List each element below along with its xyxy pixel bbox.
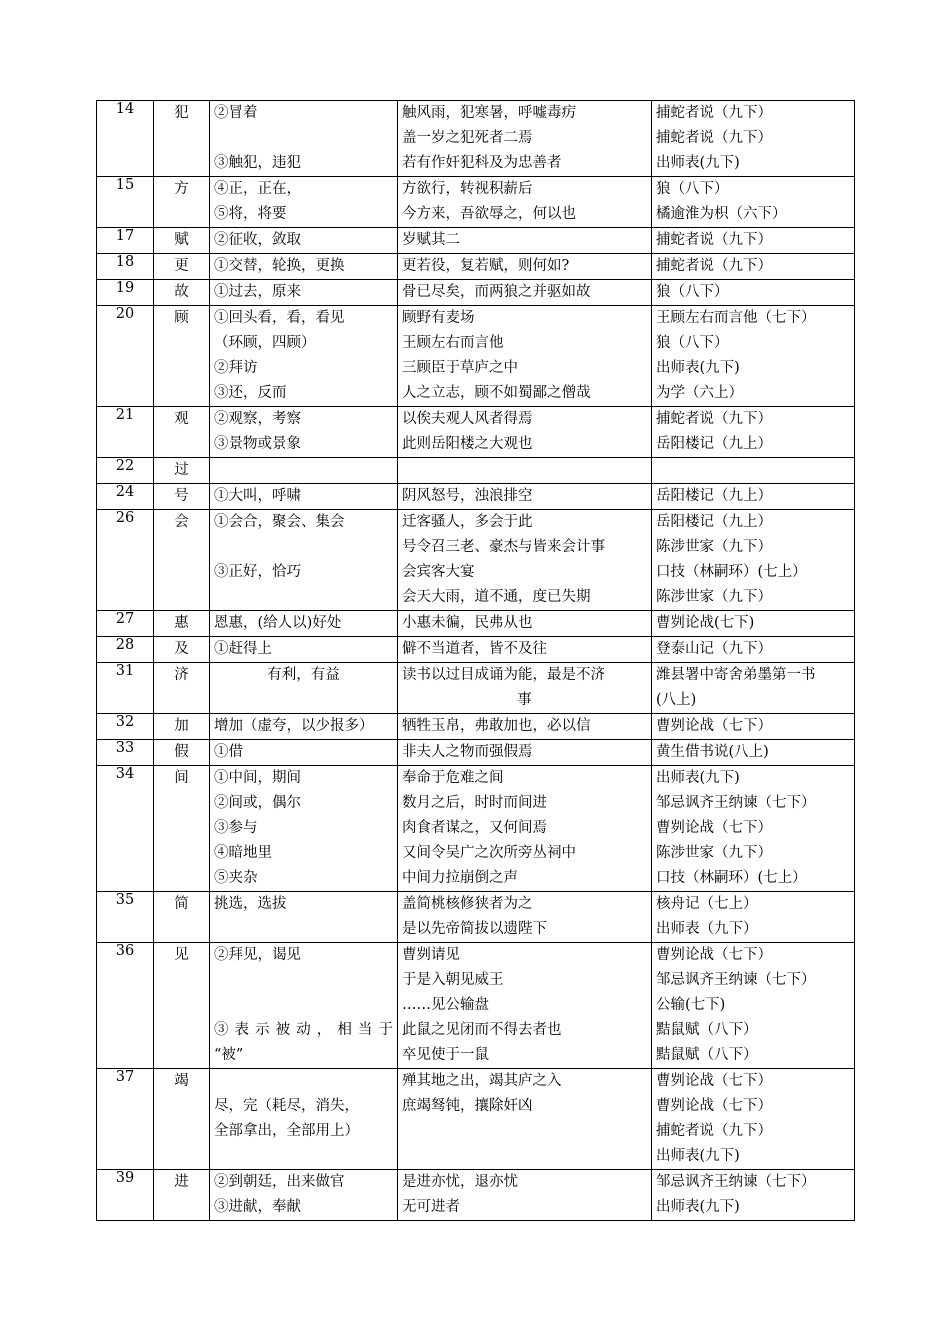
entry-number: 36 [97,943,154,1069]
examples-line: 奉命于危难之间 [402,770,504,786]
examples-line: 迁客骚人，多会于此 [402,514,533,530]
entry-character: 赋 [154,228,210,254]
meaning-cell [210,101,398,177]
example-cell [398,714,652,740]
table-row [97,943,855,1069]
table-row [97,458,855,484]
table-row [97,892,855,943]
sources-line: 核舟记（七上） [656,896,758,912]
entry-character: 间 [154,766,210,892]
entry-character: 过 [154,458,210,484]
sources-line: 捕蛇者说（九下） [656,258,772,274]
meanings-line [214,585,393,610]
meanings-line: 尽，完（耗尽，消失， [214,1098,359,1114]
sources-line: 捕蛇者说（九下） [656,232,772,248]
example-cell [398,407,652,458]
meaning-cell [210,943,398,1069]
sources-line: 为学（六上） [656,385,743,401]
examples-line: 人之立志，顾不如蜀鄙之僧哉 [402,385,591,401]
table-row [97,101,855,177]
meanings-line: ②拜访 [214,360,258,376]
meanings-line: ②冒着 [214,105,258,121]
sources-line: 邹忌讽齐王纳谏（七下） [656,972,816,988]
sources-line: 曹刿论战（七下） [656,1098,772,1114]
example-cell [398,740,652,766]
examples-line: 顾野有麦场 [402,310,475,326]
source-cell [652,254,855,280]
sources-line: 捕蛇者说（九下） [656,411,772,427]
source-cell [652,407,855,458]
sources-line: 邹忌讽齐王纳谏（七下） [656,795,816,811]
example-cell [398,177,652,228]
sources-line: 陈涉世家（九下） [656,539,772,555]
entry-number: 39 [97,1170,154,1221]
examples-line: 庶竭驽钝，攘除奸凶 [402,1098,533,1114]
meanings-line: ②到朝廷，出来做官 [214,1174,345,1190]
example-cell [398,228,652,254]
entry-character: 故 [154,280,210,306]
source-cell [652,714,855,740]
meanings-line: ⑤夹杂 [214,870,258,886]
meaning-cell [210,177,398,228]
table-row [97,228,855,254]
meanings-line: ③进献，奉献 [214,1199,301,1215]
sources-line: 捕蛇者说（九下） [656,1123,772,1139]
examples-line: 王顾左右而言他 [402,335,504,351]
sources-line: 陈涉世家（九下） [656,589,772,605]
source-cell [652,943,855,1069]
meaning-cell [210,740,398,766]
source-cell [652,484,855,510]
entry-number: 21 [97,407,154,458]
sources-line: 曹刿论战（七下） [656,820,772,836]
sources-line: 登泰山记（九下） [656,641,772,657]
meanings-line: ④暗地里 [214,845,272,861]
source-cell [652,1069,855,1170]
examples-line: 僻不当道者，皆不及往 [402,641,547,657]
examples-line: 骨已尽矣，而两狼之并驱如故 [402,284,591,300]
example-cell [398,637,652,663]
meanings-line [214,968,393,993]
meanings-line: ①回头看，看，看见 [214,310,345,326]
source-cell [652,637,855,663]
examples-line: 肉食者谋之，又何间焉 [402,820,547,836]
example-cell [398,101,652,177]
meanings-line: 增加（虚夸，以少报多） [214,718,374,734]
entry-number: 14 [97,101,154,177]
meanings-line: 全部拿出，全部用上） [214,1123,359,1139]
meanings-line [214,126,393,151]
examples-line: 非夫人之物而强假焉 [402,744,533,760]
entry-character: 及 [154,637,210,663]
meaning-cell [210,458,398,484]
sources-line: 口技（林嗣环）(七上） [656,564,807,580]
table-row [97,254,855,280]
table-row [97,637,855,663]
entry-number: 22 [97,458,154,484]
examples-line: 今方来，吾欲辱之，何以也 [402,206,576,222]
meanings-line: ①借 [214,744,243,760]
entry-number: 19 [97,280,154,306]
example-cell [398,766,652,892]
examples-line: 牺牲玉帛，弗敢加也，必以信 [402,718,591,734]
meaning-cell [210,484,398,510]
examples-line: 数月之后，时时而间进 [402,795,547,811]
sources-line: 橘逾淮为枳（六下） [656,206,787,222]
sources-line: 狼（八下） [656,181,729,197]
sources-line: 黄生借书说(八上) [656,744,769,760]
meanings-line: ①交替，轮换，更换 [214,258,345,274]
example-cell [398,1170,652,1221]
examples-line: 盖一岁之犯死者二焉 [402,130,533,146]
entry-character: 更 [154,254,210,280]
example-cell [398,510,652,611]
examples-line: 号令召三老、豪杰与皆来会计事 [402,539,605,555]
example-cell [398,280,652,306]
entry-character: 简 [154,892,210,943]
entry-number: 37 [97,1069,154,1170]
sources-line: 黠鼠赋（八下） [656,1047,758,1063]
meaning-cell [210,407,398,458]
meaning-cell [210,611,398,637]
meaning-cell [210,892,398,943]
meanings-line: ③景物或景象 [214,436,301,452]
table-row [97,766,855,892]
table-row [97,714,855,740]
meaning-cell [210,1170,398,1221]
examples-line: 此则岳阳楼之大观也 [402,436,533,452]
entry-character: 加 [154,714,210,740]
meanings-line: 挑选，选拔 [214,896,287,912]
sources-line: 出师表(九下) [656,1199,740,1215]
source-cell [652,510,855,611]
entry-number: 32 [97,714,154,740]
meanings-line: ①会合，聚会、集会 [214,514,345,530]
entry-number: 20 [97,306,154,407]
meanings-line: ①中间，期间 [214,770,301,786]
sources-line: 狼（八下） [656,284,729,300]
sources-line: 出师表（九下） [656,921,758,937]
sources-line [656,458,850,483]
meanings-line [214,535,393,560]
examples-line: 此鼠之见闭而不得去者也 [402,1022,562,1038]
meaning-cell [210,254,398,280]
meanings-line: ②征收，敛取 [214,232,301,248]
sources-line: 王顾左右而言他（七下） [656,310,816,326]
sources-line: 出师表(九下) [656,770,740,786]
examples-line: 方欲行，转视积薪后 [402,181,533,197]
source-cell [652,280,855,306]
sources-line: 出师表(九下) [656,360,740,376]
meaning-cell [210,280,398,306]
entry-number: 18 [97,254,154,280]
table-row [97,177,855,228]
sources-line: 曹刿论战（七下） [656,718,772,734]
entry-number: 26 [97,510,154,611]
entry-number: 24 [97,484,154,510]
meanings-line: （环顾，四顾） [214,335,316,351]
source-cell [652,663,855,714]
entry-character: 济 [154,663,210,714]
examples-line: 是以先帝简拔以遗陛下 [402,921,547,937]
examples-line: 是进亦忧，退亦忧 [402,1174,518,1190]
entry-number: 33 [97,740,154,766]
table-row [97,611,855,637]
examples-line: 事 [517,692,532,708]
entry-character: 顾 [154,306,210,407]
source-cell [652,177,855,228]
meaning-cell [210,663,398,714]
sources-line: 岳阳楼记（九上） [656,436,772,452]
meaning-cell [210,714,398,740]
examples-line: 殚其地之出，竭其庐之入 [402,1073,562,1089]
meaning-cell [210,766,398,892]
examples-line: 会宾客大宴 [402,564,475,580]
entry-number: 34 [97,766,154,892]
meanings-line: “被” [214,1047,244,1063]
meaning-cell [210,228,398,254]
source-cell [652,611,855,637]
example-cell [398,1069,652,1170]
examples-line: 会天大雨，道不通，度已失期 [402,589,591,605]
meanings-line: ⑤将，将要 [214,206,287,222]
table-row [97,280,855,306]
table-row [97,663,855,714]
sources-line: 捕蛇者说（九下） [656,105,772,121]
examples-line: ……见公输盘 [402,997,489,1013]
entry-character: 惠 [154,611,210,637]
examples-line [402,458,647,483]
entry-character: 竭 [154,1069,210,1170]
source-cell [652,228,855,254]
examples-line: 中间力拉崩倒之声 [402,870,518,886]
example-cell [398,458,652,484]
meanings-line: ③表示被动，相当于 [214,1022,393,1038]
meanings-line: ③正好，恰巧 [214,564,301,580]
source-cell [652,766,855,892]
entry-character: 犯 [154,101,210,177]
example-cell [398,484,652,510]
sources-line: 曹刿论战（七下） [656,947,772,963]
table-row [97,484,855,510]
source-cell [652,306,855,407]
examples-line: 三顾臣于草庐之中 [402,360,518,376]
sources-line: 口技（林嗣环）(七上） [656,870,807,886]
entry-number: 27 [97,611,154,637]
vocabulary-table-body [97,101,855,1221]
source-cell [652,740,855,766]
source-cell [652,892,855,943]
table-row [97,407,855,458]
examples-line: 小惠未徧，民弗从也 [402,615,533,631]
examples-line: 又间令吴广之次所旁丛祠中 [402,845,576,861]
source-cell [652,101,855,177]
table-row [97,510,855,611]
sources-line: 岳阳楼记（九上） [656,488,772,504]
sources-line: (八上) [656,692,697,708]
source-cell [652,458,855,484]
entry-character: 号 [154,484,210,510]
meanings-line: ③参与 [214,820,258,836]
example-cell [398,943,652,1069]
meanings-line: ②观察，考察 [214,411,301,427]
sources-line: 狼（八下） [656,335,729,351]
sources-line: 曹刿论战(七下) [656,615,755,631]
examples-line: 于是入朝见威王 [402,972,504,988]
table-row [97,306,855,407]
entry-character: 见 [154,943,210,1069]
examples-line: 以俟夫观人风者得焉 [402,411,533,427]
meanings-line [214,458,393,483]
sources-line: 黠鼠赋（八下） [656,1022,758,1038]
sources-line: 曹刿论战（七下） [656,1073,772,1089]
meaning-cell [210,1069,398,1170]
meanings-line: ②间或，偶尔 [214,795,301,811]
entry-number: 31 [97,663,154,714]
meanings-line: ④正，正在， [214,181,301,197]
sources-line: 陈涉世家（九下） [656,845,772,861]
examples-line: 若有作奸犯科及为忠善者 [402,155,562,171]
sources-line: 岳阳楼记（九上） [656,514,772,530]
sources-line: 捕蛇者说（九下） [656,130,772,146]
examples-line: 读书以过目成诵为能，最是不济 [402,667,605,683]
examples-line: 触风雨，犯寒暑，呼嘘毒疠 [402,105,576,121]
entry-number: 17 [97,228,154,254]
table-row [97,1069,855,1170]
examples-line: 无可进者 [402,1199,460,1215]
examples-line: 更若役，复若赋，则何如? [402,258,570,274]
example-cell [398,892,652,943]
entry-character: 观 [154,407,210,458]
example-cell [398,663,652,714]
meanings-line: ①大叫，呼啸 [214,488,301,504]
sources-line: 出师表(九下) [656,1148,740,1164]
examples-line: 卒见使于一鼠 [402,1047,489,1063]
entry-character: 会 [154,510,210,611]
table-row [97,740,855,766]
example-cell [398,306,652,407]
meanings-line: ③还，反而 [214,385,287,401]
table-row [97,1170,855,1221]
sources-line: 出师表(九下) [656,155,740,171]
meaning-cell [210,510,398,611]
examples-line: 阴风怒号，浊浪排空 [402,488,533,504]
entry-character: 假 [154,740,210,766]
sources-line: 公输(七下) [656,997,726,1013]
entry-number: 35 [97,892,154,943]
entry-number: 15 [97,177,154,228]
vocabulary-table [96,100,855,1221]
entry-number: 28 [97,637,154,663]
sources-line: 潍县署中寄舍弟墨第一书 [656,667,816,683]
entry-character: 方 [154,177,210,228]
sources-line: 邹忌讽齐王纳谏（七下） [656,1174,816,1190]
examples-line: 岁赋其二 [402,232,460,248]
meanings-line: ①过去，原来 [214,284,301,300]
source-cell [652,1170,855,1221]
meanings-line: ③触犯，违犯 [214,155,301,171]
meanings-line: ②拜见，谒见 [214,947,301,963]
examples-line: 盖简桃核修狭者为之 [402,896,533,912]
example-cell [398,254,652,280]
meaning-cell [210,306,398,407]
example-cell [398,611,652,637]
meanings-line: ①赶得上 [214,641,272,657]
entry-character: 进 [154,1170,210,1221]
examples-line: 曹刿请见 [402,947,460,963]
meanings-line: 有利，有益 [267,667,340,683]
meaning-cell [210,637,398,663]
meanings-line: 恩惠，(给人以)好处 [214,615,342,631]
meanings-line [214,993,393,1018]
